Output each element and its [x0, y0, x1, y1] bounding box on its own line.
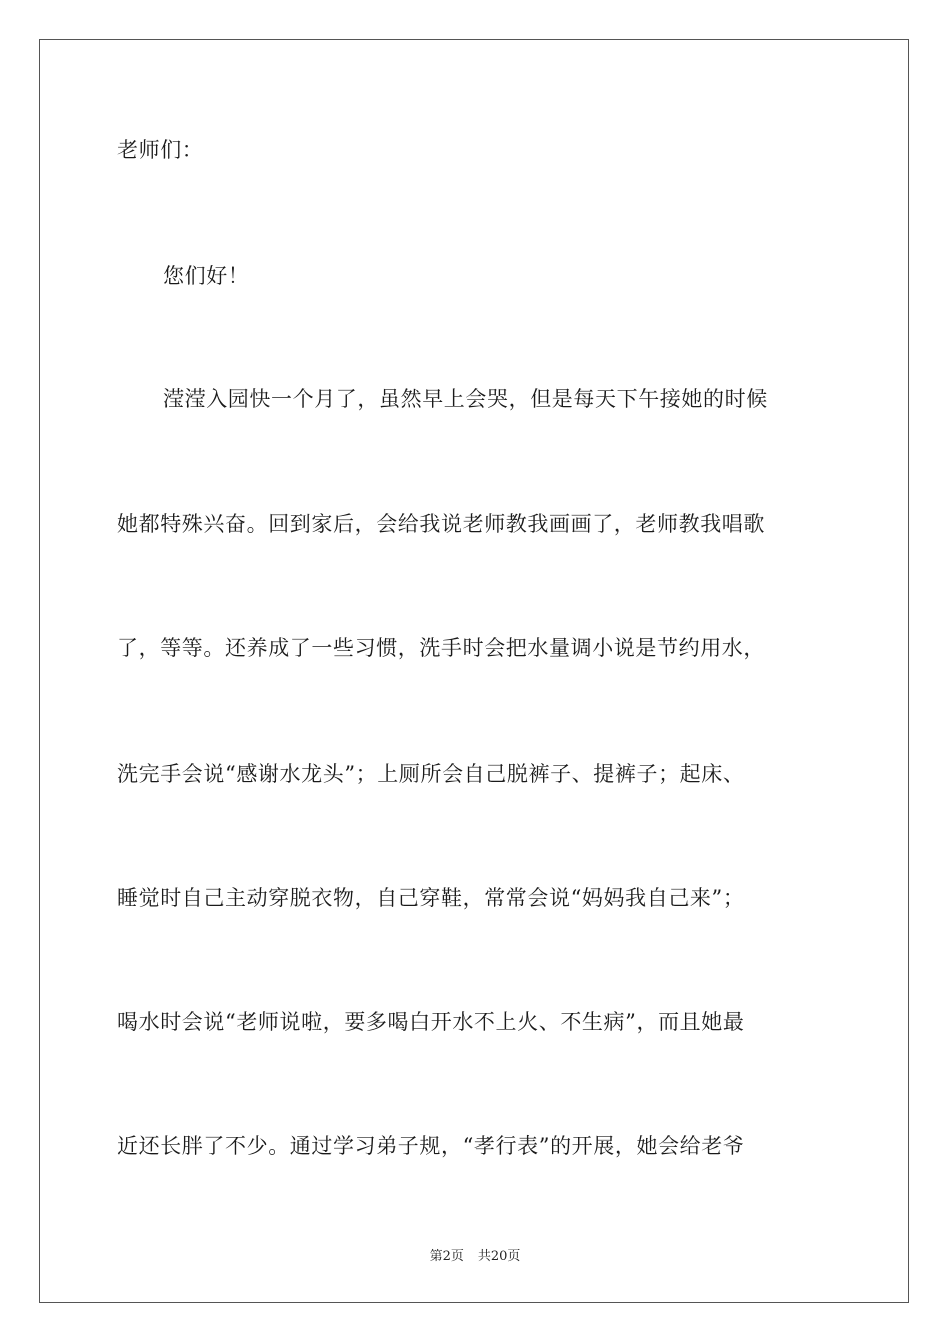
- greeting-text: 您们好！: [163, 264, 250, 288]
- body-line-3: 了，等等。还养成了一些习惯，洗手时会把水量调小说是节约用水，: [117, 636, 765, 660]
- body-line-2: 她都特殊兴奋。回到家后，会给我说老师教我画画了，老师教我唱歌: [117, 512, 765, 536]
- page-number-total: 共20页: [477, 1249, 521, 1264]
- body-line-1: 滢滢入园快一个月了，虽然早上会哭，但是每天下午接她的时候: [163, 387, 768, 411]
- body-line-5: 睡觉时自己主动穿脱衣物，自己穿鞋，常常会说“妈妈我自己来”；: [117, 886, 745, 910]
- page-border: [39, 39, 909, 1303]
- salutation-text: 老师们：: [117, 138, 204, 162]
- page-number-current: 第2页: [429, 1249, 464, 1264]
- body-line-6: 喝水时会说“老师说啦，要多喝白开水不上火、不生病”，而且她最: [117, 1010, 745, 1034]
- body-line-4: 洗完手会说“感谢水龙头”；上厕所会自己脱裤子、提裤子；起床、: [117, 762, 745, 786]
- body-line-7: 近还长胖了不少。通过学习弟子规，“孝行表”的开展，她会给老爷: [117, 1134, 745, 1158]
- page-footer: [0, 1248, 950, 1266]
